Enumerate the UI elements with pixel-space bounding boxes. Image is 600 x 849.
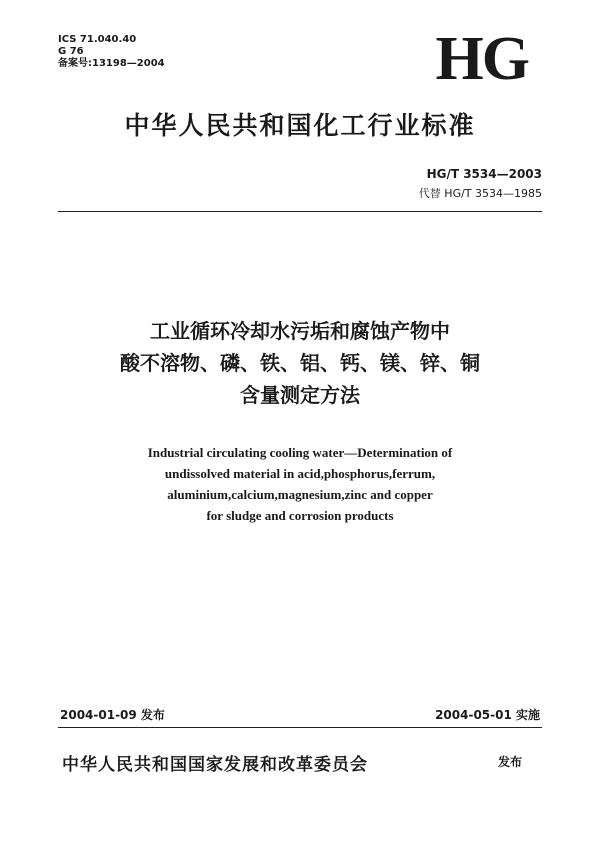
ics-code: ICS 71.040.40 [58, 34, 137, 45]
issuer-action: 发布 [498, 755, 523, 769]
english-title-line: Industrial circulating cooling water—Determination of [147, 445, 453, 460]
issuing-authority: 中华人民共和国国家发展和改革委员会 [62, 755, 368, 775]
record-number: 备案号:13198—2004 [58, 58, 165, 69]
standard-number: HG/T 3534—2003 [426, 167, 542, 181]
chinese-title-line: 含量测定方法 [240, 383, 360, 407]
english-title [0, 442, 600, 526]
hg-logo: HG [435, 25, 528, 93]
english-title-line: undissolved material in acid,phosphorus,ferrum, [164, 466, 436, 481]
english-title-line: for sludge and corrosion products [206, 508, 394, 523]
implementation-date: 2004-05-01 实施 [435, 708, 540, 722]
top-divider [58, 211, 542, 212]
english-title-line: aluminium,calcium,magnesium,zinc and copper [167, 487, 433, 502]
organization-title: 中华人民共和国化工行业标准 [124, 111, 476, 140]
replaces-standard: 代替 HG/T 3534—1985 [418, 187, 542, 200]
classification-code: G 76 [58, 46, 84, 57]
chinese-title-line: 工业循环冷却水污垢和腐蚀产物中 [150, 319, 450, 343]
chinese-title [0, 315, 600, 411]
bottom-divider [58, 727, 542, 728]
chinese-title-line: 酸不溶物、磷、铁、铝、钙、镁、锌、铜 [120, 351, 480, 375]
issue-date: 2004-01-09 发布 [60, 708, 165, 722]
